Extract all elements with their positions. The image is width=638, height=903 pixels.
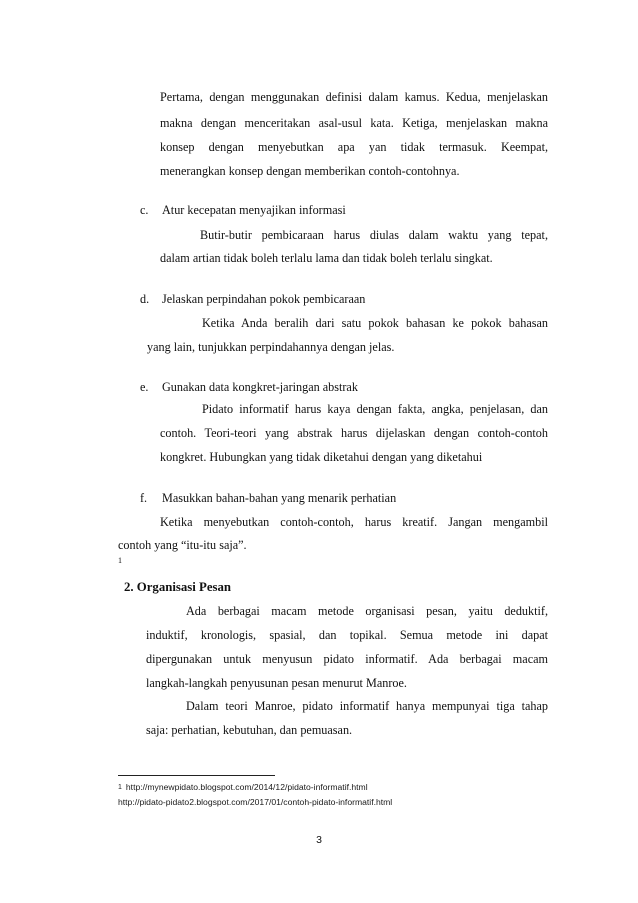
item-c-body-line-1: Butir-butir pembicaraan harus diulas dalam waktu yang tepat, [200, 228, 548, 242]
intro-line-3: konsep dengan menyebutkan apa yan tidak termasuk. Keempat, [160, 140, 548, 154]
page-number: 3 [316, 834, 322, 846]
section-para2-line-2: saja: perhatian, kebutuhan, dan pemuasan. [146, 723, 353, 737]
section-para1-line-4: langkah-langkah penyusunan pesan menurut Manroe. [146, 676, 407, 690]
intro-line-4: menerangkan konsep dengan memberikan contoh-contohnya. [160, 164, 460, 178]
section-para1-line-1: Ada berbagai macam metode organisasi pesan, yaitu deduktif, [186, 604, 548, 618]
item-e-body-line-1: Pidato informatif harus kaya dengan fakta, angka, penjelasan, dan [202, 402, 548, 416]
item-e-letter: e. [140, 380, 149, 394]
item-f-body-line-1: Ketika menyebutkan contoh-contoh, harus kreatif. Jangan mengambil [160, 515, 548, 529]
footnote-number: 1 [118, 784, 122, 791]
item-d-body-line-1: Ketika Anda beralih dari satu pokok bahasan ke pokok bahasan [202, 316, 548, 330]
intro-line-2: makna dengan menceritakan asal-usul kata. Ketiga, menjelaskan makna [160, 116, 548, 130]
item-c-letter: c. [140, 203, 149, 217]
footnote-line-1 [118, 782, 368, 793]
item-e-title: Gunakan data kongkret-jaringan abstrak [162, 380, 358, 394]
intro-line-1: Pertama, dengan menggunakan definisi dalam kamus. Kedua, menjelaskan [160, 90, 548, 104]
footnote-marker: 1 [118, 556, 122, 565]
section-para1-line-2: induktif, kronologis, spasial, dan topikal. Semua metode ini dapat [146, 628, 548, 642]
item-d-title: Jelaskan perpindahan pokok pembicaraan [162, 292, 366, 306]
item-f-body-line-2: contoh yang “itu-itu saja”. [118, 538, 247, 552]
item-f-letter: f. [140, 491, 148, 505]
item-e-body-line-3: kongkret. Hubungkan yang tidak diketahui dengan yang diketahui [160, 450, 483, 464]
footnote-separator [118, 775, 275, 776]
section-para2-line-1: Dalam teori Manroe, pidato informatif hanya mempunyai tiga tahap [186, 699, 548, 713]
item-c-body-line-2: dalam artian tidak boleh terlalu lama dan tidak boleh terlalu singkat. [160, 251, 493, 265]
section-para1-line-3: dipergunakan untuk menyusun pidato informatif. Ada berbagai macam [146, 652, 548, 666]
item-c-title: Atur kecepatan menyajikan informasi [162, 203, 346, 217]
item-d-body-line-2: yang lain, tunjukkan perpindahannya dengan jelas. [147, 340, 395, 354]
item-f-title: Masukkan bahan-bahan yang menarik perhatian [162, 491, 397, 505]
footnote-url-1: http://mynewpidato.blogspot.com/2014/12/pidato-informatif.html [125, 782, 368, 792]
item-e-body-line-2: contoh. Teori-teori yang abstrak harus dijelaskan dengan contoh-contoh [160, 426, 548, 440]
item-d-letter: d. [140, 292, 150, 306]
footnote-url-2: http://pidato-pidato2.blogspot.com/2017/01/contoh-pidato-informatif.html [118, 797, 393, 807]
section-heading: 2. Organisasi Pesan [124, 580, 232, 594]
